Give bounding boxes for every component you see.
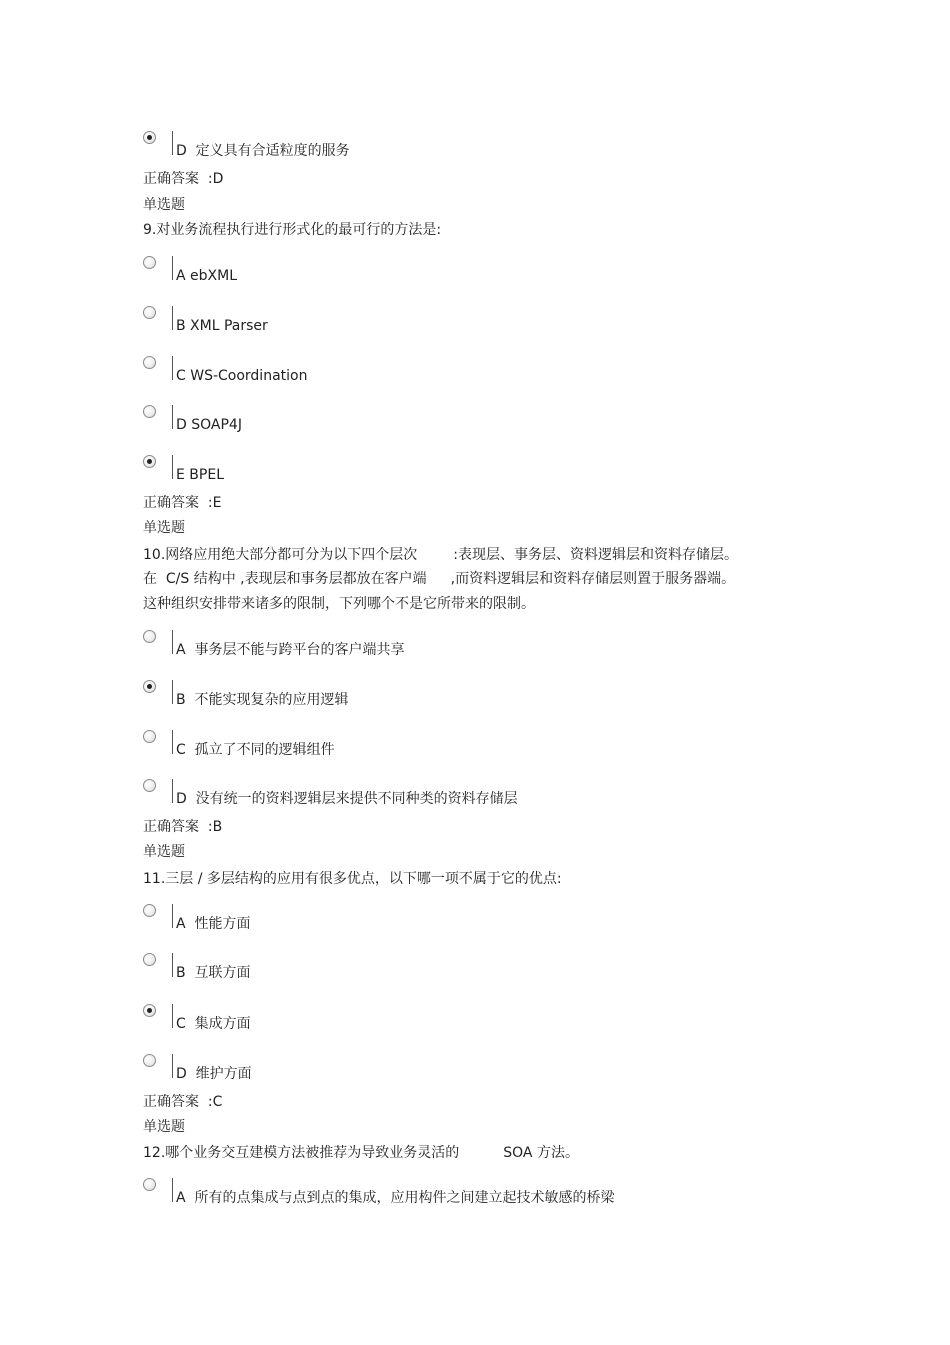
q11-option-a-label: A 性能方面 (176, 916, 251, 932)
q11-option-a-radio[interactable] (143, 904, 156, 917)
q9-option-c-radio[interactable] (143, 356, 156, 369)
q10-question-line1 (143, 546, 738, 564)
q11-correct-answer: 正确答案 :C (143, 1094, 223, 1110)
q12-question-a: 12.哪个业务交互建模方法被推荐为导致业务灵活的 (143, 1145, 460, 1161)
q12-type: 单选题 (143, 1119, 185, 1135)
q10-option-b-label: B 不能实现复杂的应用逻辑 (176, 692, 349, 708)
q10-question-line2 (143, 570, 735, 588)
q10-option-d-label: D 没有统一的资料逻辑层来提供不同种类的资料存储层 (176, 791, 518, 807)
option-divider (172, 455, 173, 479)
q11-option-c-label: C 集成方面 (176, 1016, 251, 1032)
option-divider (172, 904, 173, 928)
q10-question-line1-b: :表现层、事务层、资料逻辑层和资料存储层。 (453, 547, 738, 563)
q9-option-d-radio[interactable] (143, 405, 156, 418)
option-divider (172, 256, 173, 280)
q8-correct-answer: 正确答案 :D (143, 171, 224, 187)
q10-correct-answer: 正确答案 :B (143, 819, 223, 835)
q10-question-line3: 这种组织安排带来诸多的限制，下列哪个不是它所带来的限制。 (143, 596, 535, 612)
option-divider (172, 1054, 173, 1078)
q9-question: 9.对业务流程执行进行形式化的最可行的方法是: (143, 222, 442, 238)
q10-option-b-radio[interactable] (143, 680, 156, 693)
q12-option-a-radio[interactable] (143, 1178, 156, 1191)
q11-option-c-radio[interactable] (143, 1004, 156, 1017)
q11-option-b-radio[interactable] (143, 953, 156, 966)
q9-option-b-radio[interactable] (143, 306, 156, 319)
q10-option-a-radio[interactable] (143, 630, 156, 643)
q11-option-d-label: D 维护方面 (176, 1066, 252, 1082)
option-divider (172, 680, 173, 704)
q8-option-d-radio[interactable] (143, 131, 156, 144)
q9-option-b-label: B XML Parser (176, 318, 268, 334)
option-divider (172, 779, 173, 803)
q9-option-a-radio[interactable] (143, 256, 156, 269)
option-divider (172, 131, 173, 155)
q10-option-d-radio[interactable] (143, 779, 156, 792)
option-divider (172, 953, 173, 977)
option-divider (172, 630, 173, 654)
q10-option-a-label: A 事务层不能与跨平台的客户端共享 (176, 642, 405, 658)
option-divider (172, 405, 173, 429)
q9-option-d-label: D SOAP4J (176, 417, 242, 433)
option-divider (172, 730, 173, 754)
option-divider (172, 1004, 173, 1028)
q10-type: 单选题 (143, 520, 185, 536)
option-divider (172, 1178, 173, 1202)
q10-question-line2-b: ,而资料逻辑层和资料存储层则置于服务器端。 (450, 571, 736, 587)
q12-question (143, 1144, 579, 1162)
q11-type: 单选题 (143, 844, 185, 860)
q12-option-a-label: A 所有的点集成与点到点的集成，应用构件之间建立起技术敏感的桥梁 (176, 1190, 615, 1206)
q9-correct-answer: 正确答案 :E (143, 495, 222, 511)
q10-option-c-label: C 孤立了不同的逻辑组件 (176, 742, 335, 758)
q9-option-e-label: E BPEL (176, 467, 224, 483)
q11-option-d-radio[interactable] (143, 1054, 156, 1067)
q9-option-a-label: A ebXML (176, 268, 237, 284)
option-divider (172, 356, 173, 380)
q10-option-c-radio[interactable] (143, 730, 156, 743)
q11-option-b-label: B 互联方面 (176, 965, 251, 981)
q9-option-c-label: C WS-Coordination (176, 368, 308, 384)
q8-option-d-label: D 定义具有合适粒度的服务 (176, 143, 350, 159)
option-divider (172, 306, 173, 330)
q12-question-b: SOA 方法。 (503, 1145, 579, 1161)
q10-question-line1-a: 10.网络应用绝大部分都可分为以下四个层次 (143, 547, 418, 563)
q11-question: 11.三层 / 多层结构的应用有很多优点，以下哪一项不属于它的优点: (143, 871, 562, 887)
q9-type: 单选题 (143, 197, 185, 213)
q9-option-e-radio[interactable] (143, 455, 156, 468)
q10-question-line2-a: 在 C/S 结构中 ,表现层和事务层都放在客户端 (143, 571, 427, 587)
